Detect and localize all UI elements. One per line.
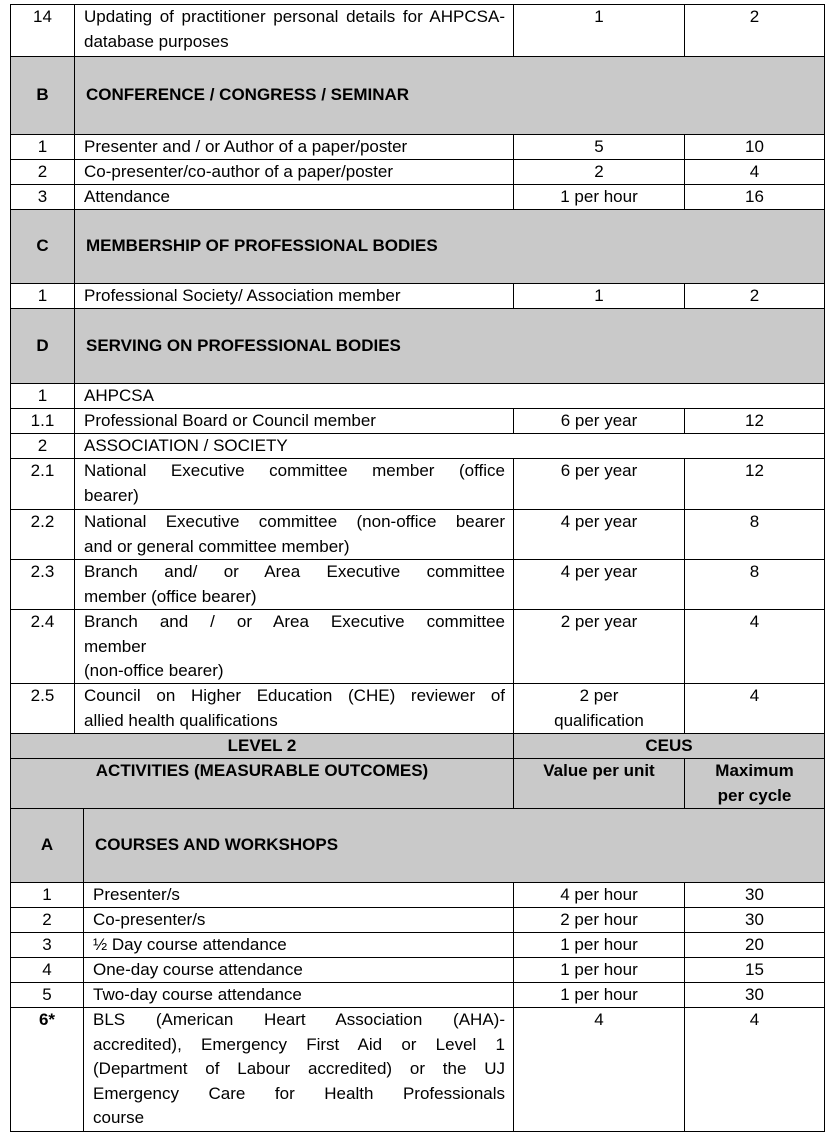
row-number: 2	[10, 907, 83, 932]
row-number: 5	[10, 982, 83, 1007]
column-header-row	[10, 758, 825, 808]
desc-line: Emergency Care for Health Professionals	[93, 1083, 505, 1103]
section-letter: A	[10, 808, 83, 882]
row-number: 1.1	[10, 408, 74, 433]
table-row	[10, 383, 825, 408]
row-value: 6 per year	[513, 458, 684, 509]
row-number: 2	[10, 433, 74, 458]
table-row	[10, 283, 825, 308]
row-value	[513, 683, 684, 733]
section-title: MEMBERSHIP OF PROFESSIONAL BODIES	[74, 209, 825, 283]
row-value: 2 per hour	[513, 907, 684, 932]
row-value: 1	[513, 283, 684, 308]
row-value: 1 per hour	[513, 184, 684, 209]
desc-line: National Executive committee (non-office bearer	[84, 512, 505, 531]
row-max: 15	[684, 957, 825, 982]
row-value: 2 per year	[513, 609, 684, 683]
row-number: 2	[10, 159, 74, 184]
section-title: CONFERENCE / CONGRESS / SEMINAR	[74, 56, 825, 134]
table-row	[10, 134, 825, 159]
section-letter: C	[10, 209, 74, 283]
header-line: Maximum	[715, 761, 794, 780]
row-number: 1	[10, 383, 74, 408]
row-description	[74, 458, 513, 509]
row-max: 12	[684, 458, 825, 509]
table-row	[10, 907, 825, 932]
max-per-cycle-header	[684, 758, 825, 808]
row-value: 4 per year	[513, 559, 684, 609]
row-max: 2	[684, 4, 825, 56]
activities-header: ACTIVITIES (MEASURABLE OUTCOMES)	[10, 758, 513, 808]
desc-line: member (office bearer)	[84, 586, 257, 606]
row-max: 8	[684, 509, 825, 559]
section-header-d	[10, 308, 825, 383]
row-description: Presenter/s	[83, 882, 513, 907]
level-header-row	[10, 733, 825, 758]
row-number: 2.3	[10, 559, 74, 609]
row-description: One-day course attendance	[83, 957, 513, 982]
row-description: Professional Society/ Association member	[74, 283, 513, 308]
table-row	[10, 509, 825, 559]
row-max: 8	[684, 559, 825, 609]
table-row	[10, 932, 825, 957]
section-header-c	[10, 209, 825, 283]
desc-line: allied health qualifications	[84, 710, 278, 730]
desc-line: bearer)	[84, 485, 139, 505]
desc-line: accredited), Emergency First Aid or Level 1	[93, 1034, 505, 1054]
section-title: COURSES AND WORKSHOPS	[83, 808, 825, 882]
table-row	[10, 559, 825, 609]
row-number: 6*	[10, 1007, 83, 1131]
row-description	[74, 509, 513, 559]
row-number: 14	[10, 4, 74, 56]
row-description: Co-presenter/s	[83, 907, 513, 932]
row-description: Updating of practitioner personal details for AHPCSA-database purposes	[74, 4, 513, 56]
table-row	[10, 882, 825, 907]
desc-line: (non-office bearer)	[84, 661, 224, 680]
row-description: Professional Board or Council member	[74, 408, 513, 433]
table-row	[10, 159, 825, 184]
table-row	[10, 408, 825, 433]
ceus-title: CEUS	[513, 733, 825, 758]
table-row	[10, 982, 825, 1007]
value-per-unit-header: Value per unit	[513, 758, 684, 808]
row-max: 2	[684, 283, 825, 308]
desc-line: Branch and / or Area Executive committee	[84, 612, 505, 631]
row-number: 1	[10, 882, 83, 907]
row-value: 2	[513, 159, 684, 184]
row-max: 4	[684, 159, 825, 184]
row-description	[74, 559, 513, 609]
desc-line: National Executive committee member (office	[84, 461, 505, 480]
row-number: 1	[10, 283, 74, 308]
row-description: AHPCSA	[74, 383, 825, 408]
row-number: 3	[10, 932, 83, 957]
desc-line: member	[84, 636, 147, 656]
row-number: 2.1	[10, 458, 74, 509]
section-header-a	[10, 808, 825, 882]
table-row	[10, 1007, 825, 1131]
table-row	[10, 433, 825, 458]
row-description: ASSOCIATION / SOCIETY	[74, 433, 825, 458]
row-max: 30	[684, 882, 825, 907]
table-row	[10, 458, 825, 509]
level-title: LEVEL 2	[10, 733, 513, 758]
desc-line: Branch and/ or Area Executive committee	[84, 562, 505, 581]
row-description: Presenter and / or Author of a paper/poster	[74, 134, 513, 159]
row-description: Co-presenter/co-author of a paper/poster	[74, 159, 513, 184]
row-value: 1 per hour	[513, 932, 684, 957]
desc-line: and or general committee member)	[84, 536, 350, 556]
value-line: qualification	[554, 710, 644, 730]
row-max: 10	[684, 134, 825, 159]
section-letter: D	[10, 308, 74, 383]
row-max: 20	[684, 932, 825, 957]
row-value: 5	[513, 134, 684, 159]
section-title: SERVING ON PROFESSIONAL BODIES	[74, 308, 825, 383]
header-line: per cycle	[717, 785, 792, 805]
row-description: Attendance	[74, 184, 513, 209]
desc-line: course	[93, 1108, 145, 1127]
row-description	[74, 609, 513, 683]
table-row	[10, 184, 825, 209]
table-row	[10, 957, 825, 982]
row-number: 2.4	[10, 609, 74, 683]
row-max: 12	[684, 408, 825, 433]
row-value: 4 per hour	[513, 882, 684, 907]
row-max: 4	[684, 1007, 825, 1131]
row-description: Two-day course attendance	[83, 982, 513, 1007]
row-value: 1	[513, 4, 684, 56]
desc-line: (Department of Labour accredited) or the UJ	[93, 1059, 505, 1078]
row-number: 2.2	[10, 509, 74, 559]
row-description	[83, 1007, 513, 1131]
row-value: 4	[513, 1007, 684, 1131]
section-header-b	[10, 56, 825, 134]
row-max: 16	[684, 184, 825, 209]
table-bottom-border	[10, 1131, 825, 1132]
desc-line: BLS (American Heart Association (AHA)-	[93, 1010, 505, 1029]
row-max: 4	[684, 683, 825, 733]
table-row	[10, 609, 825, 683]
row-value: 1 per hour	[513, 982, 684, 1007]
row-number: 2.5	[10, 683, 74, 733]
row-max: 4	[684, 609, 825, 683]
row-number: 1	[10, 134, 74, 159]
row-value: 1 per hour	[513, 957, 684, 982]
row-value: 4 per year	[513, 509, 684, 559]
row-description	[74, 683, 513, 733]
table-row	[10, 683, 825, 733]
section-letter: B	[10, 56, 74, 134]
row-number: 4	[10, 957, 83, 982]
row-max: 30	[684, 907, 825, 932]
row-description: ½ Day course attendance	[83, 932, 513, 957]
row-max: 30	[684, 982, 825, 1007]
row-value: 6 per year	[513, 408, 684, 433]
row-number: 3	[10, 184, 74, 209]
value-line: 2 per	[579, 686, 619, 705]
desc-line: Council on Higher Education (CHE) reviewer of	[84, 686, 505, 705]
table-row	[10, 4, 825, 56]
